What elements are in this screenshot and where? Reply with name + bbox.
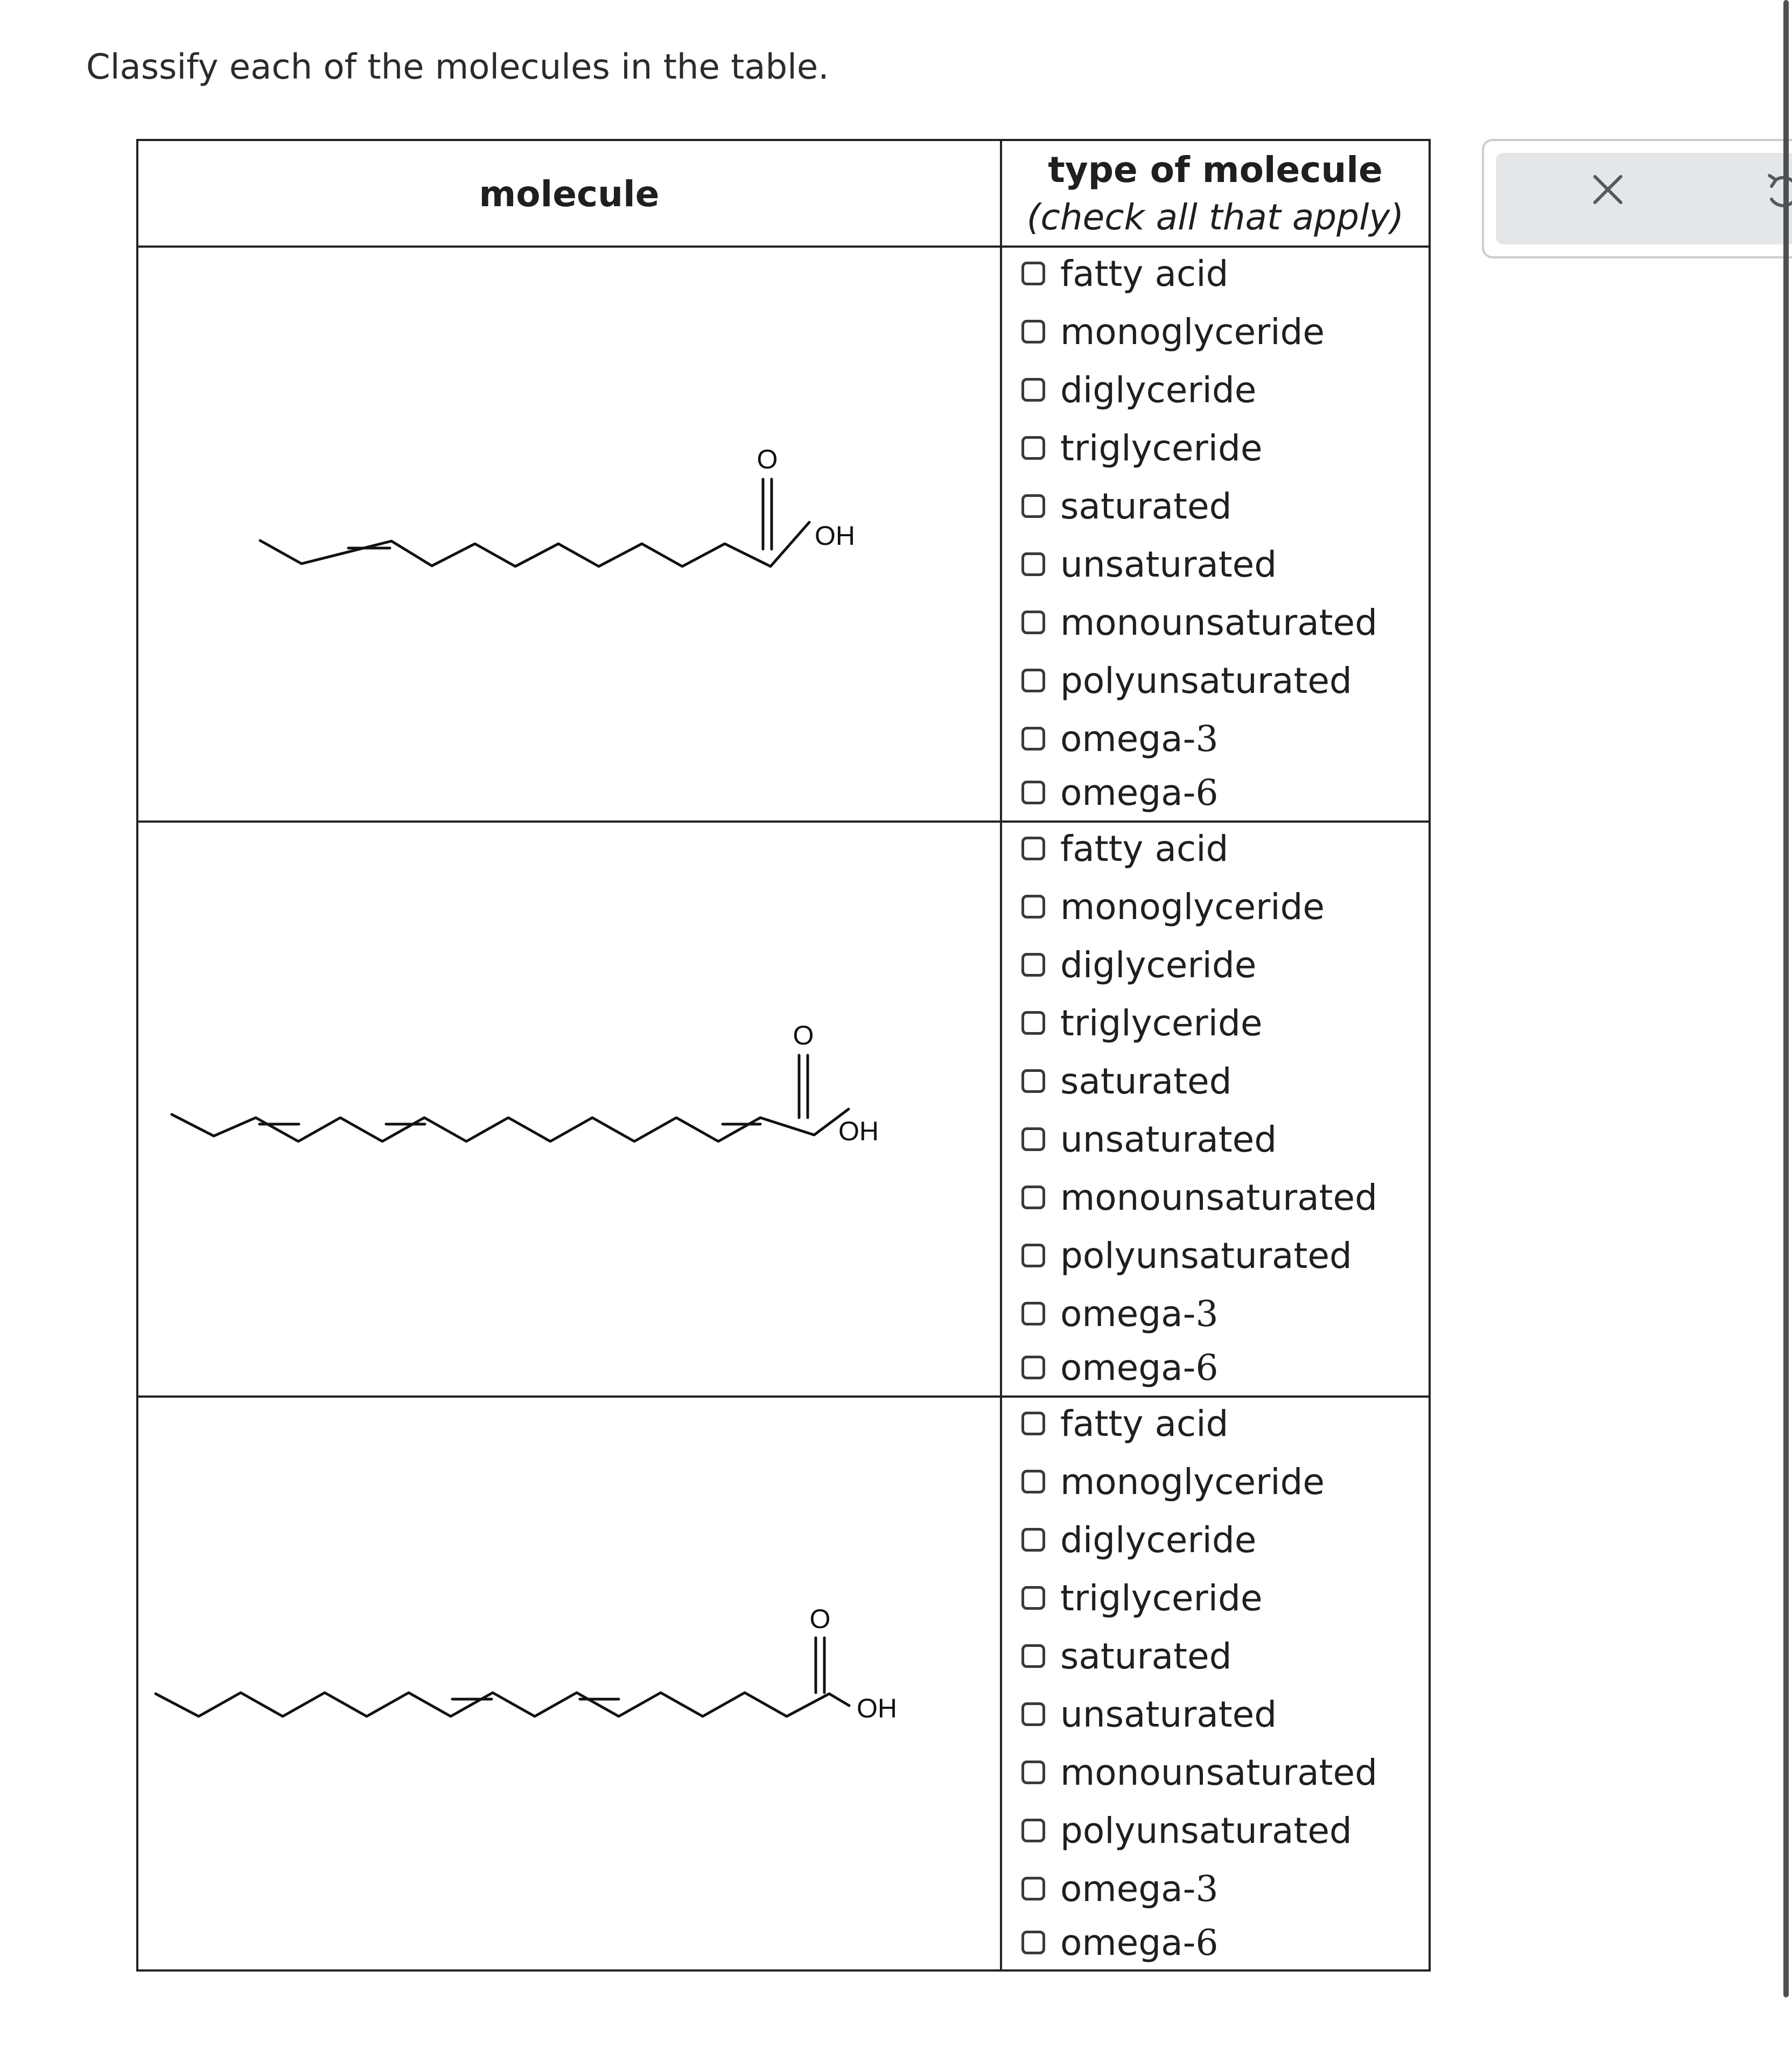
option-omega-3[interactable] (1021, 1862, 1218, 1916)
checkbox[interactable] (1021, 727, 1045, 751)
option-label: monoglyceride (1060, 886, 1325, 928)
option-omega-6[interactable] (1021, 1916, 1218, 1969)
option-label: monoglyceride (1060, 1461, 1325, 1503)
option-label: saturated (1060, 485, 1232, 527)
option-number: 3 (1195, 1868, 1219, 1910)
option-monoglyceride[interactable] (1021, 1455, 1325, 1509)
checkbox[interactable] (1021, 1356, 1045, 1379)
option-label: omega- (1060, 1868, 1196, 1910)
option-label: saturated (1060, 1060, 1232, 1102)
column-divider (1000, 141, 1002, 1969)
option-label: fatty acid (1060, 1402, 1229, 1444)
checkbox[interactable] (1021, 1761, 1045, 1784)
option-monoglyceride[interactable] (1021, 880, 1325, 934)
option-omega-3[interactable] (1021, 712, 1218, 766)
options-row-1 (1021, 248, 1420, 822)
option-monounsaturated[interactable] (1021, 1745, 1377, 1799)
molecule-2-structure (138, 823, 1000, 1397)
checkbox[interactable] (1021, 611, 1045, 634)
checkbox[interactable] (1021, 1186, 1045, 1209)
checkbox[interactable] (1021, 1586, 1045, 1610)
option-label: diglyceride (1060, 369, 1257, 411)
option-label: unsaturated (1060, 1693, 1277, 1735)
option-triglyceride[interactable] (1021, 996, 1263, 1050)
option-omega-6[interactable] (1021, 1341, 1218, 1394)
option-number: 3 (1195, 1293, 1219, 1335)
options-row-3 (1021, 1398, 1420, 1972)
option-label: saturated (1060, 1635, 1232, 1677)
option-label: omega- (1060, 1346, 1196, 1388)
header-type-note: (check all that apply) (1026, 197, 1404, 238)
checkbox[interactable] (1021, 1931, 1045, 1954)
option-diglyceride[interactable] (1021, 938, 1256, 992)
option-label: unsaturated (1060, 1118, 1277, 1160)
molecule-3-structure (138, 1398, 1000, 1972)
option-polyunsaturated[interactable] (1021, 1229, 1352, 1282)
option-label: omega- (1060, 1921, 1196, 1963)
option-label: omega- (1060, 771, 1196, 813)
options-row-2 (1021, 823, 1420, 1397)
molecule-2-cell (138, 823, 1000, 1397)
option-monounsaturated[interactable] (1021, 595, 1377, 649)
option-polyunsaturated[interactable] (1021, 1804, 1352, 1857)
checkbox[interactable] (1021, 320, 1045, 343)
instructions: Classify each of the molecules in the table. (86, 47, 829, 87)
atom-oxygen: O (809, 1604, 831, 1634)
header-type-title: type of molecule (1048, 149, 1383, 191)
option-number: 6 (1195, 771, 1219, 813)
option-label: monounsaturated (1060, 1176, 1378, 1218)
checkbox[interactable] (1021, 1011, 1045, 1035)
checkbox[interactable] (1021, 895, 1045, 918)
checkbox[interactable] (1021, 1528, 1045, 1552)
option-label: monounsaturated (1060, 1751, 1378, 1793)
option-diglyceride[interactable] (1021, 363, 1256, 417)
checkbox[interactable] (1021, 1127, 1045, 1151)
option-unsaturated[interactable] (1021, 537, 1277, 591)
molecule-1-cell (138, 248, 1000, 822)
option-saturated[interactable] (1021, 1054, 1232, 1108)
option-unsaturated[interactable] (1021, 1687, 1277, 1741)
option-saturated[interactable] (1021, 1629, 1232, 1683)
checkbox[interactable] (1021, 1302, 1045, 1325)
option-label: unsaturated (1060, 543, 1277, 585)
checkbox[interactable] (1021, 1644, 1045, 1668)
option-label: omega- (1060, 718, 1196, 760)
checkbox[interactable] (1021, 262, 1045, 285)
checkbox[interactable] (1021, 552, 1045, 576)
option-monoglyceride[interactable] (1021, 305, 1325, 359)
option-fatty-acid[interactable] (1021, 1397, 1228, 1450)
option-label: monoglyceride (1060, 311, 1325, 353)
checkbox[interactable] (1021, 1819, 1045, 1842)
option-number: 6 (1195, 1921, 1219, 1963)
checkbox[interactable] (1021, 1244, 1045, 1267)
checkbox[interactable] (1021, 378, 1045, 402)
header-type-of-molecule (1002, 141, 1429, 247)
option-diglyceride[interactable] (1021, 1513, 1256, 1567)
option-fatty-acid[interactable] (1021, 247, 1228, 300)
option-label: polyunsaturated (1060, 1235, 1352, 1277)
option-unsaturated[interactable] (1021, 1112, 1277, 1166)
close-icon (1586, 168, 1629, 211)
scrollbar[interactable] (1783, 0, 1789, 1997)
checkbox[interactable] (1021, 1702, 1045, 1726)
atom-oxygen: O (757, 444, 778, 474)
option-label: fatty acid (1060, 253, 1229, 294)
atom-hydroxyl: OH (838, 1116, 879, 1146)
option-label: omega- (1060, 1293, 1196, 1335)
classification-table (136, 139, 1431, 1972)
option-label: fatty acid (1060, 827, 1229, 869)
toolbar-panel (1496, 153, 1792, 244)
option-label: diglyceride (1060, 944, 1257, 986)
checkbox[interactable] (1021, 494, 1045, 518)
option-label: polyunsaturated (1060, 660, 1352, 702)
checkbox[interactable] (1021, 1069, 1045, 1093)
clear-button[interactable] (1586, 168, 1629, 211)
checkbox[interactable] (1021, 781, 1045, 804)
option-omega-6[interactable] (1021, 766, 1218, 819)
option-label: triglyceride (1060, 1577, 1263, 1619)
checkbox[interactable] (1021, 1877, 1045, 1900)
checkbox[interactable] (1021, 669, 1045, 692)
checkbox[interactable] (1021, 1412, 1045, 1435)
molecule-3-cell (138, 1398, 1000, 1972)
option-label: monounsaturated (1060, 601, 1378, 643)
atom-hydroxyl: OH (815, 521, 855, 551)
molecule-1-structure (138, 248, 1000, 822)
option-number: 3 (1195, 718, 1219, 760)
option-triglyceride[interactable] (1021, 1571, 1263, 1625)
atom-hydroxyl: OH (857, 1693, 897, 1723)
header-molecule: molecule (479, 173, 660, 215)
option-label: polyunsaturated (1060, 1809, 1352, 1851)
option-triglyceride[interactable] (1021, 421, 1263, 475)
checkbox[interactable] (1021, 436, 1045, 460)
option-number: 6 (1195, 1346, 1219, 1388)
option-label: triglyceride (1060, 427, 1263, 469)
atom-oxygen: O (793, 1020, 814, 1050)
option-label: diglyceride (1060, 1519, 1257, 1561)
checkbox[interactable] (1021, 837, 1045, 860)
option-label: triglyceride (1060, 1002, 1263, 1044)
option-monounsaturated[interactable] (1021, 1170, 1377, 1224)
option-omega-3[interactable] (1021, 1287, 1218, 1341)
option-fatty-acid[interactable] (1021, 822, 1228, 875)
option-polyunsaturated[interactable] (1021, 654, 1352, 707)
checkbox[interactable] (1021, 1470, 1045, 1493)
option-saturated[interactable] (1021, 479, 1232, 533)
checkbox[interactable] (1021, 953, 1045, 977)
answer-toolbar (1482, 139, 1792, 258)
